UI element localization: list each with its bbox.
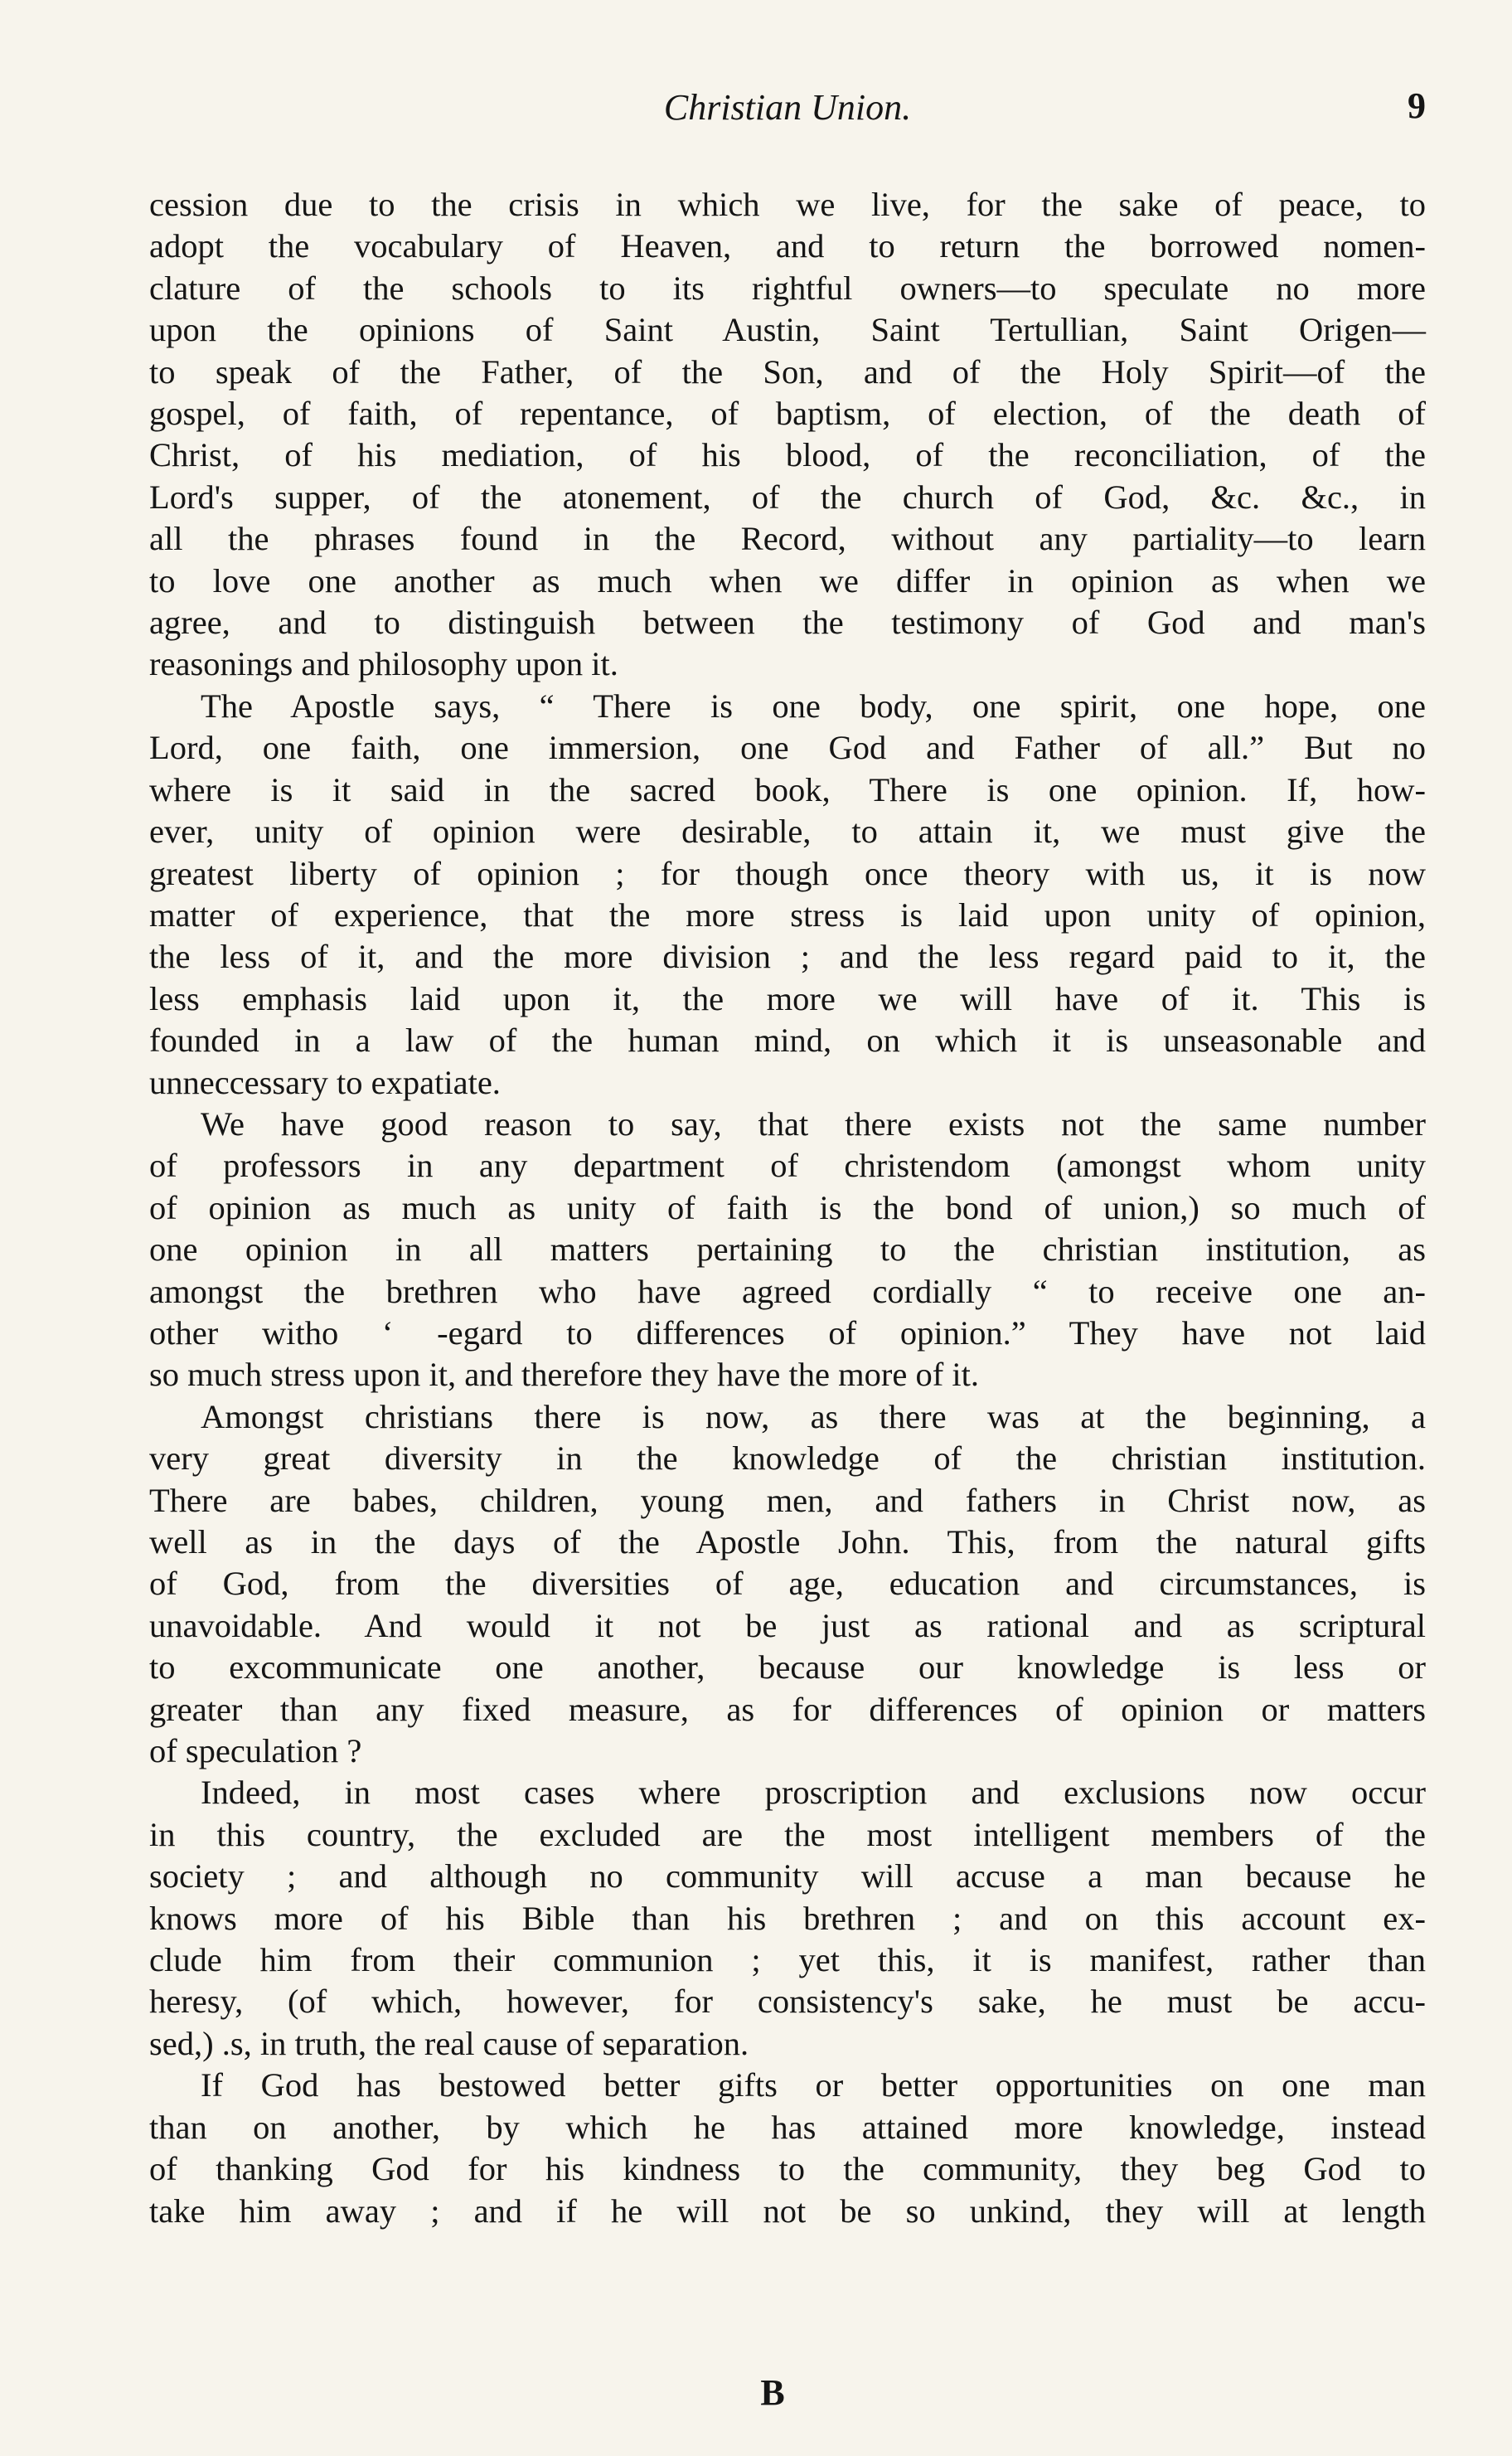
text-line: The Apostle says, “ There is one body, one spirit, one hope, one xyxy=(201,687,1426,725)
text-line: Lord, one faith, one immersion, one God and Father of all.” But no xyxy=(149,729,1426,767)
text-line: of professors in any department of christendom (amongst whom unity xyxy=(149,1147,1426,1185)
signature-mark: B xyxy=(760,2372,785,2413)
text-line: adopt the vocabulary of Heaven, and to return the borrowed nomen- xyxy=(149,227,1426,265)
text-line: of thanking God for his kindness to the community, they beg God to xyxy=(149,2150,1426,2188)
text-line: founded in a law of the human mind, on which it is unseasonable and xyxy=(149,1022,1426,1060)
text-line: very great diversity in the knowledge of the christian institution. xyxy=(149,1439,1426,1478)
text-line: all the phrases found in the Record, without any partiality—to learn xyxy=(149,520,1426,558)
text-line: amongst the brethren who have agreed cordially “ to receive one an- xyxy=(149,1272,1426,1310)
text-line: unneccessary to expatiate. xyxy=(149,1063,501,1101)
text-line: Christ, of his mediation, of his blood, of the reconciliation, of the xyxy=(149,436,1426,474)
text-line: unavoidable. And would it not be just as rational and as scriptural xyxy=(149,1606,1426,1644)
text-line: gospel, of faith, of repentance, of baptism, of election, of the death of xyxy=(149,395,1426,433)
paragraph-1 xyxy=(149,184,1426,686)
text-line: well as in the days of the Apostle John. This, from the natural gifts xyxy=(149,1523,1426,1560)
text-line: less emphasis laid upon it, the more we will have of it. This is xyxy=(149,979,1426,1017)
text-line: clude him from their communion ; yet this, it is manifest, rather than xyxy=(149,1941,1426,1979)
text-line: other witho ‘ -egard to differences of opinion.” They have not laid xyxy=(149,1313,1426,1352)
text-line: matter of experience, that the more stress is laid upon unity of opinion, xyxy=(149,896,1426,934)
text-line: If God has bestowed better gifts or better opportunities on one man xyxy=(201,2066,1426,2104)
page-body xyxy=(149,184,1426,2232)
text-line: Amongst christians there is now, as there was at the beginning, a xyxy=(201,1397,1426,1435)
text-line: in this country, the excluded are the most intelligent members of the xyxy=(149,1815,1426,1853)
text-line: cession due to the crisis in which we live, for the sake of peace, to xyxy=(149,186,1426,223)
text-line: clature of the schools to its rightful owners—to speculate no more xyxy=(149,269,1426,307)
text-line: Indeed, in most cases where proscription and exclusions now occur xyxy=(201,1774,1426,1812)
text-line: We have good reason to say, that there exists not the same number xyxy=(201,1104,1426,1143)
paragraph-2 xyxy=(149,686,1426,1104)
text-line: heresy, (of which, however, for consistency's sake, he must be accu- xyxy=(149,1983,1426,2021)
text-line: one opinion in all matters pertaining to the christian institution, as xyxy=(149,1230,1426,1269)
text-line: to love one another as much when we differ in opinion as when we xyxy=(149,561,1426,599)
page-footer xyxy=(0,2371,1512,2414)
text-line: of God, from the diversities of age, education and circumstances, is xyxy=(149,1565,1426,1603)
text-line: where is it said in the sacred book, There is one opinion. If, how- xyxy=(149,770,1426,808)
text-line: knows more of his Bible than his brethren ; and on this account ex- xyxy=(149,1899,1426,1937)
text-line: to excommunicate one another, because our knowledge is less or xyxy=(149,1648,1426,1687)
paragraph-3 xyxy=(149,1104,1426,1396)
text-line: of speculation ? xyxy=(149,1732,362,1770)
paragraph-6 xyxy=(149,2065,1426,2232)
text-line: Lord's supper, of the atonement, of the church of God, &c. &c., in xyxy=(149,478,1426,516)
page-header xyxy=(149,83,1426,141)
text-line: sed,) .s, in truth, the real cause of separation. xyxy=(149,2024,749,2062)
text-line: upon the opinions of Saint Austin, Saint Tertullian, Saint Origen— xyxy=(149,311,1426,349)
text-line: take him away ; and if he will not be so unkind, they will at length xyxy=(149,2191,1426,2230)
text-line: so much stress upon it, and therefore they have the more of it. xyxy=(149,1356,979,1394)
text-line: There are babes, children, young men, and fathers in Christ now, as xyxy=(149,1481,1426,1519)
text-line: greater than any fixed measure, as for differences of opinion or matters xyxy=(149,1690,1426,1728)
text-line: of opinion as much as unity of faith is the bond of union,) so much of xyxy=(149,1188,1426,1226)
text-line: than on another, by which he has attained more knowledge, instead xyxy=(149,2108,1426,2146)
paragraph-5 xyxy=(149,1772,1426,2065)
text-line: society ; and although no community will accuse a man because he xyxy=(149,1857,1426,1895)
text-line: to speak of the Father, of the Son, and of the Holy Spirit—of the xyxy=(149,352,1426,391)
text-line: agree, and to distinguish between the testimony of God and man's xyxy=(149,604,1426,642)
running-title: Christian Union. xyxy=(663,87,912,128)
paragraph-4 xyxy=(149,1396,1426,1773)
text-line: greatest liberty of opinion ; for though once theory with us, it is now xyxy=(149,854,1426,892)
text-line: reasonings and philosophy upon it. xyxy=(149,645,618,683)
text-line: the less of it, and the more division ; and the less regard paid to it, the xyxy=(149,938,1426,976)
text-line: ever, unity of opinion were desirable, to attain it, we must give the xyxy=(149,813,1426,851)
page-number: 9 xyxy=(1408,85,1426,126)
